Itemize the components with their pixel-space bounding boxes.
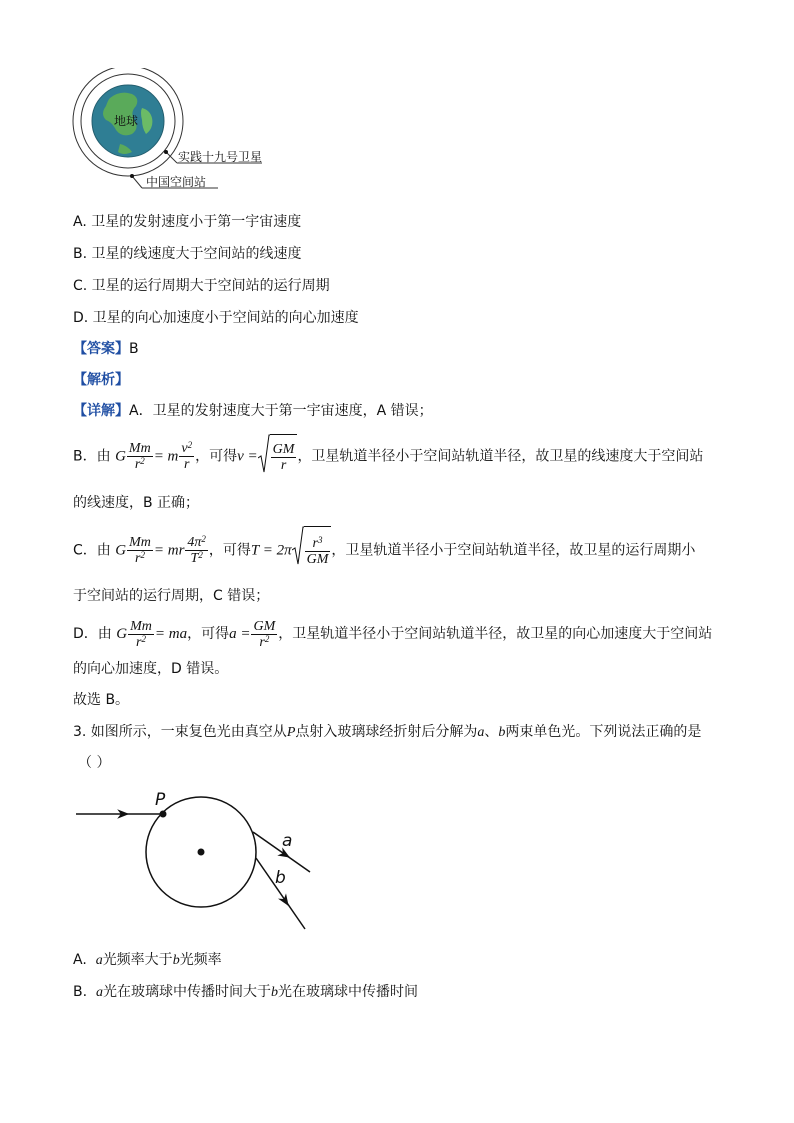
q3-sep: 、: [484, 724, 499, 740]
label-b: b: [275, 868, 286, 888]
q3-paren: （ ）: [78, 755, 111, 771]
detail-b-line2: 的线速度，B 正确；: [73, 495, 200, 511]
detail-c-mid: ，可得: [208, 542, 251, 559]
analysis-tag: 【解析】: [73, 372, 129, 388]
label-a: a: [282, 831, 293, 851]
q3-option-a-b: b: [172, 953, 180, 968]
formula-sqrt-GM-r: $\frac{GM}{r}$: [258, 434, 298, 479]
conclusion: 故选 B。: [73, 692, 130, 708]
q3-option-a: [73, 950, 222, 971]
formula-c-Mm-r2: $\frac{Mm}{r^2}$: [129, 535, 151, 566]
detail-c-line2: 于空间站的运行周期，C 错误；: [73, 588, 270, 604]
q3-option-b: [73, 982, 418, 1003]
q3-option-b-label: B.: [73, 984, 88, 1000]
formula-sqrt-r3-GM: $\frac{r^3}{GM}$: [292, 526, 332, 575]
detail-d-line2: 的向心加速度，D 错误。: [73, 661, 229, 677]
detail-d-line: D．由 G $\frac{Mm}{r^2}$ = ma，可得a = $\frac{GM}{r^2}$ ，卫星轨道半径小于空间站轨道半径，故卫星的向心加速度大于空间站: [73, 618, 713, 650]
detail-b-prefix: B．由: [73, 448, 111, 465]
q2-option-a: A. 卫星的发射速度小于第一宇宙速度: [73, 214, 302, 230]
q3-option-b-b: b: [270, 985, 278, 1000]
q3-option-b-a: a: [95, 985, 103, 1000]
formula-d-Mm-r2: $\frac{Mm}{r^2}$: [130, 618, 152, 650]
q3-option-a-label: A.: [73, 952, 87, 968]
q3-stem-start: 3. 如图所示，一束复色光由真空从: [73, 724, 287, 740]
q2-option-c: C. 卫星的运行周期大于空间站的运行周期: [73, 278, 330, 294]
detail-a-line: [73, 401, 433, 421]
q3-option-a-t1: 光频率大于: [102, 952, 173, 968]
formula-GM-r2: $\frac{GM}{r^2}$: [253, 618, 276, 650]
answer-value: B: [129, 341, 139, 357]
earth-orbit-figure: [70, 68, 270, 198]
q3-point-p: P: [286, 725, 296, 740]
q3-option-b-t2: 光在玻璃球中传播时间: [277, 984, 418, 1000]
detail-d-tail: ，卫星轨道半径小于空间站轨道半径，故卫星的向心加速度大于空间站: [278, 626, 713, 642]
detail-c-prefix: C．由: [73, 542, 111, 559]
formula-Mm-r2: $\frac{Mm}{r^2}$: [128, 441, 151, 472]
earth-label: 地球: [114, 114, 139, 128]
formula-4pi2-T2: $\frac{4\pi^2}{T^2}$: [187, 534, 206, 566]
satellite-label: 实践十九号卫星: [178, 150, 263, 164]
q3-option-a-a: a: [95, 953, 103, 968]
refraction-figure: [70, 785, 320, 935]
detail-a-text: A．卫星的发射速度大于第一宇宙速度，A 错误；: [129, 403, 433, 419]
analysis-line: [73, 370, 129, 390]
detail-b-line: B．由 G $\frac{Mm}{r^2}$ = m $\frac{v^2}{r}$ ，可得v = $\frac{GM}{r}$ ，卫星轨道半径小于空间站轨道半径，故卫星的线速度大于空间站: [73, 434, 703, 479]
detail-b-mid: ，可得: [195, 448, 238, 465]
q2-option-d: D. 卫星的向心加速度小于空间站的向心加速度: [73, 310, 359, 326]
q3-ray-b: b: [498, 725, 506, 740]
detail-b-tail: ，卫星轨道半径小于空间站轨道半径，故卫星的线速度大于空间站: [297, 448, 704, 465]
detail-tag: 【详解】: [73, 403, 129, 419]
q3-stem: [73, 722, 701, 743]
q3-stem-end: 两束单色光。下列说法正确的是: [505, 724, 702, 740]
label-p: P: [155, 790, 166, 810]
answer-line: [73, 339, 139, 359]
detail-c-tail: ，卫星轨道半径小于空间站轨道半径，故卫星的运行周期小: [331, 542, 696, 559]
answer-tag: 【答案】: [73, 341, 129, 357]
q3-ray-a: a: [477, 725, 485, 740]
detail-d-mid: ，可得: [187, 626, 230, 642]
q3-option-a-t2: 光频率: [179, 952, 222, 968]
formula-v2-r: $\frac{v^2}{r}$: [181, 440, 193, 472]
sphere-center: [198, 849, 205, 856]
q2-option-b: B. 卫星的线速度大于空间站的线速度: [73, 246, 302, 262]
detail-d-prefix: D．由: [73, 626, 112, 642]
detail-c-line: C．由 G $\frac{Mm}{r^2}$ = mr $\frac{4\pi^2}{T^2}$ ，可得T = 2π $\frac{r^3}{GM}$ ，卫星轨道半径小于空间站轨道半径，故卫星的运行周期小: [73, 526, 695, 575]
q3-stem-mid: 点射入玻璃球经折射后分解为: [295, 724, 478, 740]
station-label: 中国空间站: [146, 175, 207, 189]
point-p-dot: [160, 811, 167, 818]
q3-option-b-t1: 光在玻璃球中传播时间大于: [102, 984, 271, 1000]
